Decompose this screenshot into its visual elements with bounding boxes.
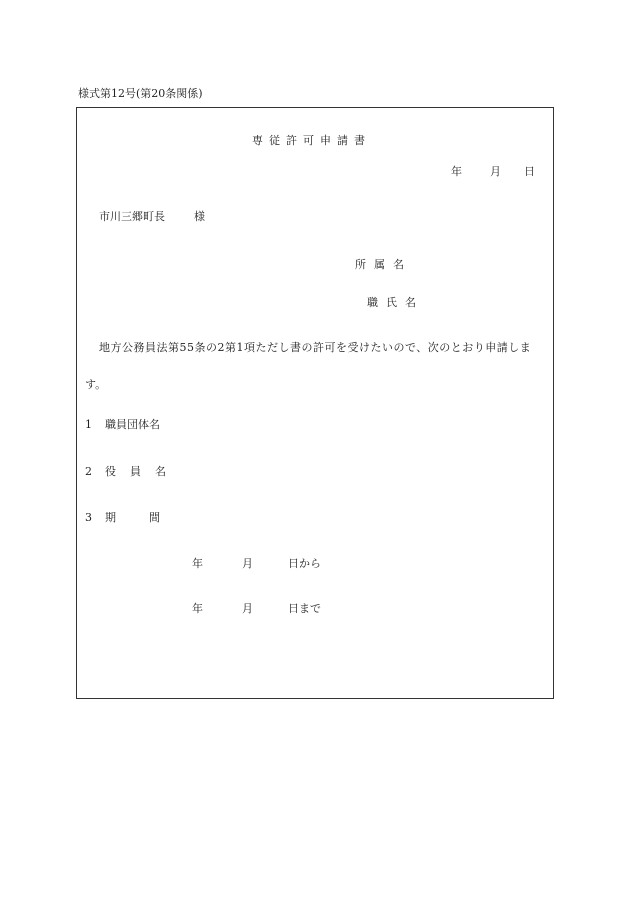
item-officer-name bbox=[85, 463, 180, 479]
date-month-label: 月 bbox=[490, 165, 501, 178]
item-employee-organization bbox=[85, 416, 160, 432]
body-text-line-2: す。 bbox=[85, 378, 107, 391]
item-label: 職員団体名 bbox=[105, 418, 160, 431]
period-from-year: 年 bbox=[192, 557, 203, 570]
period-from-day: 日から bbox=[288, 557, 321, 570]
affiliation-label: 所属名 bbox=[355, 258, 412, 271]
date-year-label: 年 bbox=[451, 165, 462, 178]
item-period bbox=[85, 509, 160, 525]
body-text-line-1: 地方公務員法第55条の2第1項ただし書の許可を受けたいので、次のとおり申請しま bbox=[99, 341, 532, 354]
form-number-label: 様式第12号(第20条関係) bbox=[78, 87, 203, 100]
item-number: 1 bbox=[85, 418, 92, 431]
application-form-frame bbox=[76, 107, 554, 699]
item-label: 役員名 bbox=[105, 465, 180, 478]
period-from-month: 月 bbox=[242, 557, 253, 570]
period-to-day: 日まで bbox=[288, 602, 321, 615]
period-to-month: 月 bbox=[242, 602, 253, 615]
addressee-honorific: 様 bbox=[194, 210, 205, 223]
period-to-year: 年 bbox=[192, 602, 203, 615]
date-day-label: 日 bbox=[524, 165, 535, 178]
document-title: 専従許可申請書 bbox=[252, 134, 371, 147]
item-label: 期 間 bbox=[105, 511, 160, 524]
addressee: 市川三郷町長 bbox=[99, 210, 165, 223]
item-number: 3 bbox=[85, 511, 92, 524]
item-number: 2 bbox=[85, 465, 92, 478]
position-name-label: 職氏名 bbox=[367, 296, 424, 309]
